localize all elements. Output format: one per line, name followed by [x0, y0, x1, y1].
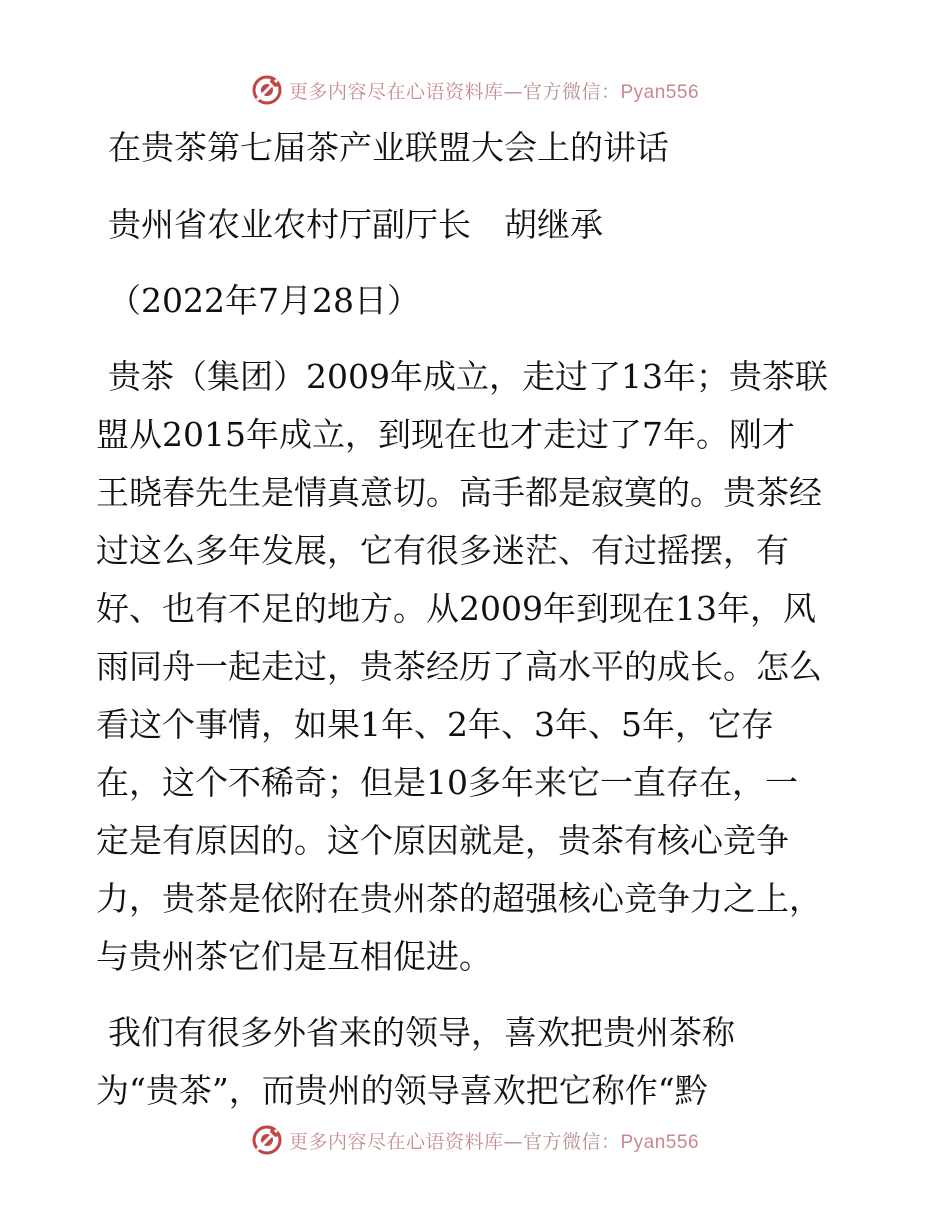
paragraph-2: [96, 1004, 856, 1120]
paragraph-line: 力，贵茶是依附在贵州茶的超强核心竞争力之上，: [96, 879, 822, 918]
paragraph-line: 与贵州茶它们是互相促进。: [96, 937, 492, 976]
paragraph-1: [96, 348, 856, 986]
document-title: 在贵茶第七届茶产业联盟大会上的讲话: [108, 128, 669, 167]
paragraph-line: 为“贵茶”，而贵州的领导喜欢把它称作“黔: [96, 1071, 708, 1110]
watermark-logo-icon: [251, 74, 283, 106]
watermark-footer: [0, 1120, 950, 1160]
watermark-text: [289, 77, 699, 104]
watermark-text: [289, 1127, 699, 1154]
watermark-sub-text: —官方微信：: [503, 1130, 621, 1153]
document-date: （2022年7月28日）: [108, 281, 420, 320]
paragraph-line: 王晓春先生是情真意切。高手都是寂寞的。贵茶经: [96, 473, 822, 512]
paragraph-line: 定是有原因的。这个原因就是，贵茶有核心竞争: [96, 821, 789, 860]
paragraph-line: 贵茶（集团）2009年成立，走过了13年；贵茶联: [108, 357, 828, 396]
paragraph-line: 盟从2015年成立，到现在也才走过了7年。刚才: [96, 415, 795, 454]
paragraph-line: 在，这个不稀奇；但是10多年来它一直存在，一: [96, 763, 798, 802]
document-body: [96, 118, 856, 1120]
watermark-main-text: 更多内容尽在心语资料库: [288, 80, 504, 103]
paragraph-line: 过这么多年发展，它有很多迷茫、有过摇摆，有: [96, 531, 789, 570]
watermark-id-text: Pyan556: [620, 81, 700, 103]
paragraph-line: 雨同舟一起走过，贵茶经历了高水平的成长。怎么: [96, 647, 822, 686]
watermark-id-text: Pyan556: [620, 1131, 700, 1153]
paragraph-line: 好、也有不足的地方。从2009年到现在13年，风: [96, 589, 816, 628]
paragraph-line: 我们有很多外省来的领导，喜欢把贵州茶称: [108, 1013, 735, 1052]
watermark-main-text: 更多内容尽在心语资料库: [288, 1130, 504, 1153]
watermark-sub-text: —官方微信：: [503, 80, 621, 103]
document-author: 贵州省农业农村厅副厅长 胡继承: [108, 205, 603, 244]
watermark-logo-icon: [251, 1124, 283, 1156]
paragraph-line: 看这个事情，如果1年、2年、3年、5年，它存: [96, 705, 774, 744]
watermark-header: [0, 70, 950, 110]
